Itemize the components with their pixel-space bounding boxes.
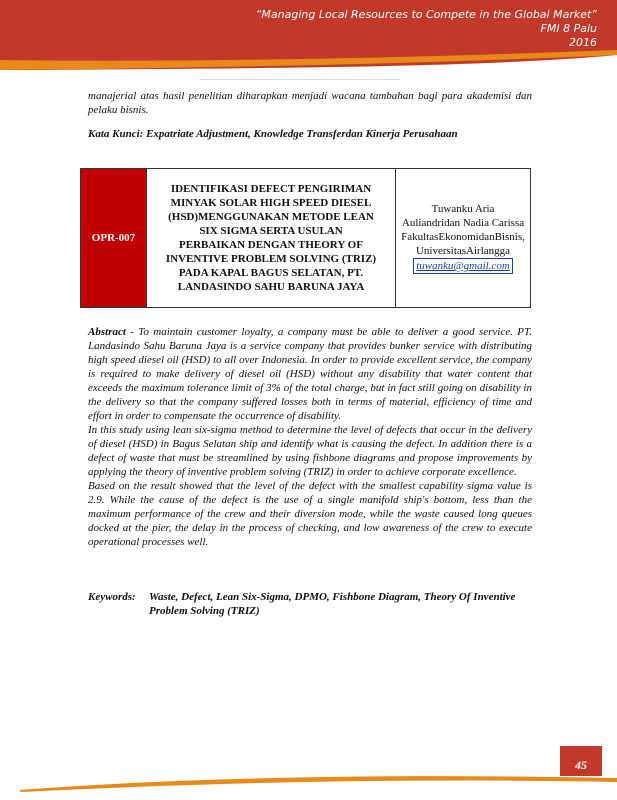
title-line: IDENTIFIKASI DEFECT PENGIRIMAN — [170, 183, 372, 195]
abstract — [88, 325, 532, 549]
conference-theme: “Managing Local Resources to Compete in the Global Market” — [255, 8, 597, 21]
title-line: (HSD)MENGGUNAKAN METODE LEAN — [168, 211, 374, 223]
author-line: Auliandridan Nadia Carissa — [401, 217, 525, 229]
title-line: PERBAIKAN DENGAN THEORY OF — [179, 239, 363, 251]
title-line: LANDASINDO SAHU BARUNA JAYA — [177, 281, 365, 293]
intro-paragraph: manajerial atas hasil penelitian diharapkan menjadi wacana tambahan bagi para akademisi dan pelaku bisnis. — [88, 90, 532, 116]
abstract-label: Abstract — [88, 326, 126, 338]
conference-header — [256, 8, 597, 50]
page-number: 45 — [560, 746, 602, 776]
conference-year: 2016 — [569, 36, 597, 49]
conference-name: FMI 8 Palu — [540, 22, 597, 35]
paper-title — [147, 169, 396, 308]
title-line: SIX SIGMA SERTA USULAN — [199, 225, 343, 237]
author-line: Tuwanku Aria — [431, 203, 495, 215]
kata-kunci: Kata Kunci: Expatriate Adjustment, Knowledge Transferdan Kinerja Perusahaan — [88, 128, 458, 140]
author-affiliation: UniversitasAirlangga — [415, 245, 511, 257]
abstract-paragraph-3: Based on the result showed that the level of the defect with the smallest capability sigma value is 2.9. While the cause of the defect is the use of a single manifold ship's bottom, less than the maximum performance of the crew and their diversion mode, while the waste caused long queues docked at the pier, the delay in the process of checking, and low awareness of the crew to execute operational processes well. — [88, 480, 532, 548]
title-line: MINYAK SOLAR HIGH SPEED DIESEL — [170, 197, 372, 209]
title-line: PADA KAPAL BAGUS SELATAN, PT. — [178, 267, 364, 279]
keywords-value: Waste, Defect, Lean Six-Sigma, DPMO, Fishbone Diagram, Theory Of Inventive Problem Solving (TRIZ) — [149, 591, 516, 617]
author-email-link[interactable]: tuwanku@gmail.com — [413, 258, 513, 274]
paper-info-table — [80, 168, 531, 308]
abstract-paragraph-1: - To maintain customer loyalty, a company must be able to deliver a good service. PT. Landasindo Sahu Baruna Jaya is a service company that provides bunker service with distributing high speed diesel oil (HSD) to all over Indonesia. In order to provide excellent service, the company is required to make delivery of diesel oil (HSD) without any disability that water content that exceeds the maximum tolerance limit of 3% of the total charge, but in fact still going on disability in the delivery so that the company suffered losses both in terms of material, efficiency of time and effort in order to compensate the occurrence of disability. — [88, 326, 533, 422]
abstract-paragraph-2: In this study using lean six-sigma method to determine the level of defects that occur in the delivery of diesel (HSD) in Bagus Selatan ship and identify what is causing the defect. In addition there is a defect of waste that must be streamlined by using fishbone diagrams and propose improvements by applying the theory of inventive problem solving (TRIZ) in order to achieve corporate excellence. — [88, 424, 532, 478]
title-line: INVENTIVE PROBLEM SOLVING (TRIZ) — [165, 253, 377, 265]
keywords-label: Keywords: — [88, 591, 136, 603]
paper-code: OPR-007 — [81, 169, 147, 308]
footer-swoosh — [0, 760, 617, 800]
paper-authors — [396, 169, 531, 308]
author-affiliation: FakultasEkonomidanBisnis, — [401, 231, 525, 243]
